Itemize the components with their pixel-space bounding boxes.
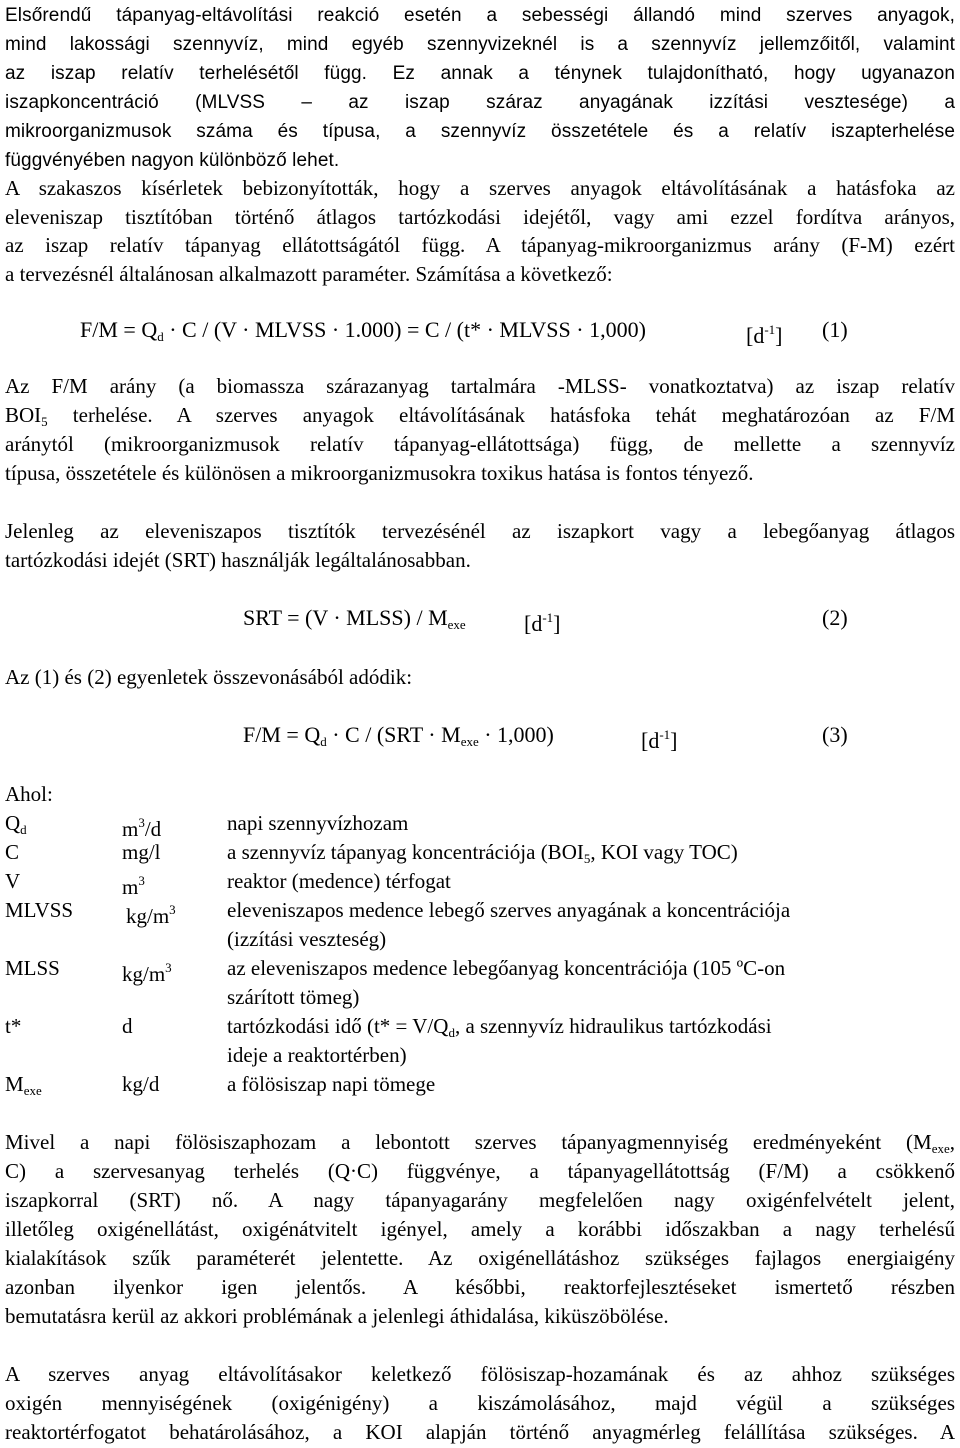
- legend-symbol: MLVSS: [5, 898, 74, 922]
- legend-symbol: $Q_d$: [5, 811, 27, 837]
- unit-prefix: [d: [524, 611, 543, 636]
- legend-description: tartózkodási idő ($t* = V/Q_d$, a szennyvíz hidraulikus tartózkodási: [227, 1014, 772, 1040]
- equation-1-subscript: d: [157, 329, 164, 344]
- paragraph-7-line-1: A szerves anyag eltávolításakor keletkező fölösiszap-hozamának és az ahhoz szükséges: [5, 1362, 955, 1386]
- legend-unit: $m^3/d$: [122, 815, 162, 841]
- paragraph-6-line-5: kialakítások szűk paraméterét jelentette. Az oxigénellátáshoz szükséges fajlagos energiaigény: [5, 1246, 955, 1270]
- unit-suffix: ]: [553, 611, 561, 636]
- paragraph-7-line-2: oxigén mennyiségének (oxigénigény) a kiszámolásához, majd végül a szükséges: [5, 1391, 955, 1415]
- paragraph-3-line-4: típusa, összetétele és különösen a mikroorganizmusokra toxikus hatása is fontos tényező.: [5, 461, 754, 485]
- paragraph-3-line-1: Az F/M arány (a biomassza szárazanyag tartalmára -MLSS- vonatkoztatva) az iszap relatív: [5, 374, 955, 398]
- unit-suffix: ]: [670, 728, 678, 753]
- paragraph-6-line-6: azonban ilyenkor igen jelentős. A későbbi, reaktorfejlesztéseket ismertető részben: [5, 1275, 955, 1299]
- legend-unit: d: [122, 1014, 133, 1038]
- paragraph-1-line-4: iszapkoncentráció (MLVSS – az iszap száraz anyagának izzítási vesztesége) a: [5, 92, 955, 113]
- equation-1-number: (1): [822, 317, 848, 342]
- paragraph-2-line-2: eleveniszap tisztítóban történő átlagos tartózkodási idejétől, vagy ami ezzel fordítva arányos,: [5, 205, 955, 229]
- equation-1-rhs: · C / (V · MLVSS · 1.000) = C / (t* · MLVSS · 1,000): [163, 317, 646, 342]
- unit-prefix: [d: [746, 323, 765, 348]
- legend-symbol: C: [5, 840, 20, 864]
- legend-unit: $kg/m^3$: [126, 902, 176, 928]
- equation-3-middle: · C / (SRT · M: [326, 722, 461, 747]
- equation-2-unit: [524, 603, 561, 639]
- unit-superscript: -1: [764, 322, 776, 337]
- paragraph-6-line-7: bemutatásra kerül az akkori problémának a jelenlegi áthidalása, kiküszöbölése.: [5, 1304, 669, 1328]
- legend-symbol: MLSS: [5, 956, 60, 980]
- paragraph-6-line-3: iszapkorral (SRT) nő. A nagy tápanyagarány megfelelően nagy oxigénfelvételt jelent,: [5, 1188, 955, 1212]
- unit-superscript: -1: [659, 727, 671, 742]
- legend-symbol: V: [5, 869, 21, 893]
- legend-description-cont: (izzítási veszteség): [227, 927, 387, 951]
- equation-2-expression: SRT = (V · MLSS) / M: [243, 605, 448, 630]
- paragraph-1-line-3: az iszap relatív terhelésétől függ. Ez annak a ténynek tulajdonítható, hogy ugyanazon: [5, 63, 955, 84]
- paragraph-1-line-2: mind lakossági szennyvíz, mind egyéb szennyvizeknél is a szennyvíz jellemzőitől, valamint: [5, 34, 955, 55]
- equation-3-subscript-exe: exe: [460, 734, 479, 749]
- paragraph-6-line-1: Mivel a napi fölösiszaphozam a lebontott szerves tápanyagmennyiség eredményeként ($M_{exe}$,: [5, 1130, 955, 1156]
- paragraph-1-line-6: függvényében nagyon különböző lehet.: [5, 150, 340, 171]
- legend-unit: $m^3$: [122, 873, 145, 899]
- legend-title: Ahol:: [5, 782, 53, 806]
- boi-subscript: 5: [41, 414, 48, 429]
- legend-description: az eleveniszapos medence lebegőanyag koncentrációja (105 ºC-on: [227, 956, 786, 980]
- legend-description: eleveniszapos medence lebegő szerves anyagának a koncentrációja: [227, 898, 791, 922]
- paragraph-6-line-2: C) a szervesanyag terhelés (Q·C) függvénye, a tápanyagellátottság (F/M) a csökkenő: [5, 1159, 955, 1183]
- unit-prefix: [d: [641, 728, 660, 753]
- paragraph-2-line-1: A szakaszos kísérletek bebizonyították, hogy a szerves anyagok eltávolításának a hatásfoka az: [5, 176, 955, 200]
- paragraph-6-line-4: illetőleg oxigénellátást, oxigénátvitelt igényel, amely a korábbi időszakban a nagy terhelésű: [5, 1217, 955, 1241]
- legend-unit: kg/d: [122, 1072, 160, 1096]
- legend-description: napi szennyvízhozam: [227, 811, 409, 835]
- paragraph-2-line-4: a tervezésnél általánosan alkalmazott paraméter. Számítása a következő:: [5, 262, 613, 286]
- paragraph-4-line-2: tartózkodási idejét (SRT) használják legáltalánosabban.: [5, 548, 471, 572]
- legend-description: a fölösiszap napi tömege: [227, 1072, 436, 1096]
- equation-3-end: · 1,000): [478, 722, 554, 747]
- paragraph-2-line-3: az iszap relatív tápanyag ellátottságától függ. A tápanyag-mikroorganizmus arány (F-M) ezért: [5, 233, 955, 257]
- boi-label: BOI: [5, 403, 42, 427]
- unit-suffix: ]: [775, 323, 783, 348]
- equation-3-unit: [641, 720, 678, 756]
- legend-description: a szennyvíz tápanyag koncentrációja ($BOI_5$, KOI vagy TOC): [227, 840, 738, 866]
- equation-2-number: (2): [822, 605, 848, 630]
- equation-2-subscript: exe: [447, 617, 466, 632]
- equation-3-subscript-d: d: [320, 734, 327, 749]
- paragraph-4-line-1: Jelenleg az eleveniszapos tisztítók tervezésénél az iszapkort vagy a lebegőanyag átlagos: [5, 519, 955, 543]
- paragraph-1-line-5: mikroorganizmusok száma és típusa, a szennyvíz összetétele és a relatív iszapterhelése: [5, 121, 955, 142]
- unit-superscript: -1: [542, 610, 554, 625]
- legend-description-cont: ideje a reaktortérben): [227, 1043, 407, 1067]
- paragraph-1-line-1: Elsőrendű tápanyag-eltávolítási reakció esetén a sebességi állandó mind szerves anyagok,: [5, 5, 955, 26]
- equation-2: [243, 603, 466, 640]
- legend-symbol: t*: [5, 1014, 22, 1038]
- paragraph-5: Az (1) és (2) egyenletek összevonásából adódik:: [5, 665, 413, 689]
- equation-1: [80, 315, 646, 352]
- legend-symbol: $M_{exe}$: [5, 1072, 42, 1098]
- legend-description: reaktor (medence) térfogat: [227, 869, 451, 893]
- equation-3-number: (3): [822, 722, 848, 747]
- equation-3-lhs: F/M = Q: [243, 722, 321, 747]
- legend-description-cont: szárított tömeg): [227, 985, 360, 1009]
- legend-unit: mg/l: [122, 840, 161, 864]
- paragraph-3-line-2-text: terhelése. A szerves anyagok eltávolításának hatásfoka tehát meghatározóan az F/M: [47, 403, 955, 427]
- paragraph-7-line-3: reaktortérfogatot behatárolásához, a KOI alapján történő anyagmérleg felállítása szükséges. A: [5, 1420, 955, 1444]
- legend-unit: $kg/m^3$: [122, 960, 172, 986]
- equation-1-lhs: F/M = Q: [80, 317, 158, 342]
- equation-1-unit: [746, 315, 783, 351]
- paragraph-3-line-3: aránytól (mikroorganizmusok relatív tápanyag-ellátottsága) függ, de mellette a szennyvíz: [5, 432, 955, 456]
- equation-3: [243, 720, 554, 757]
